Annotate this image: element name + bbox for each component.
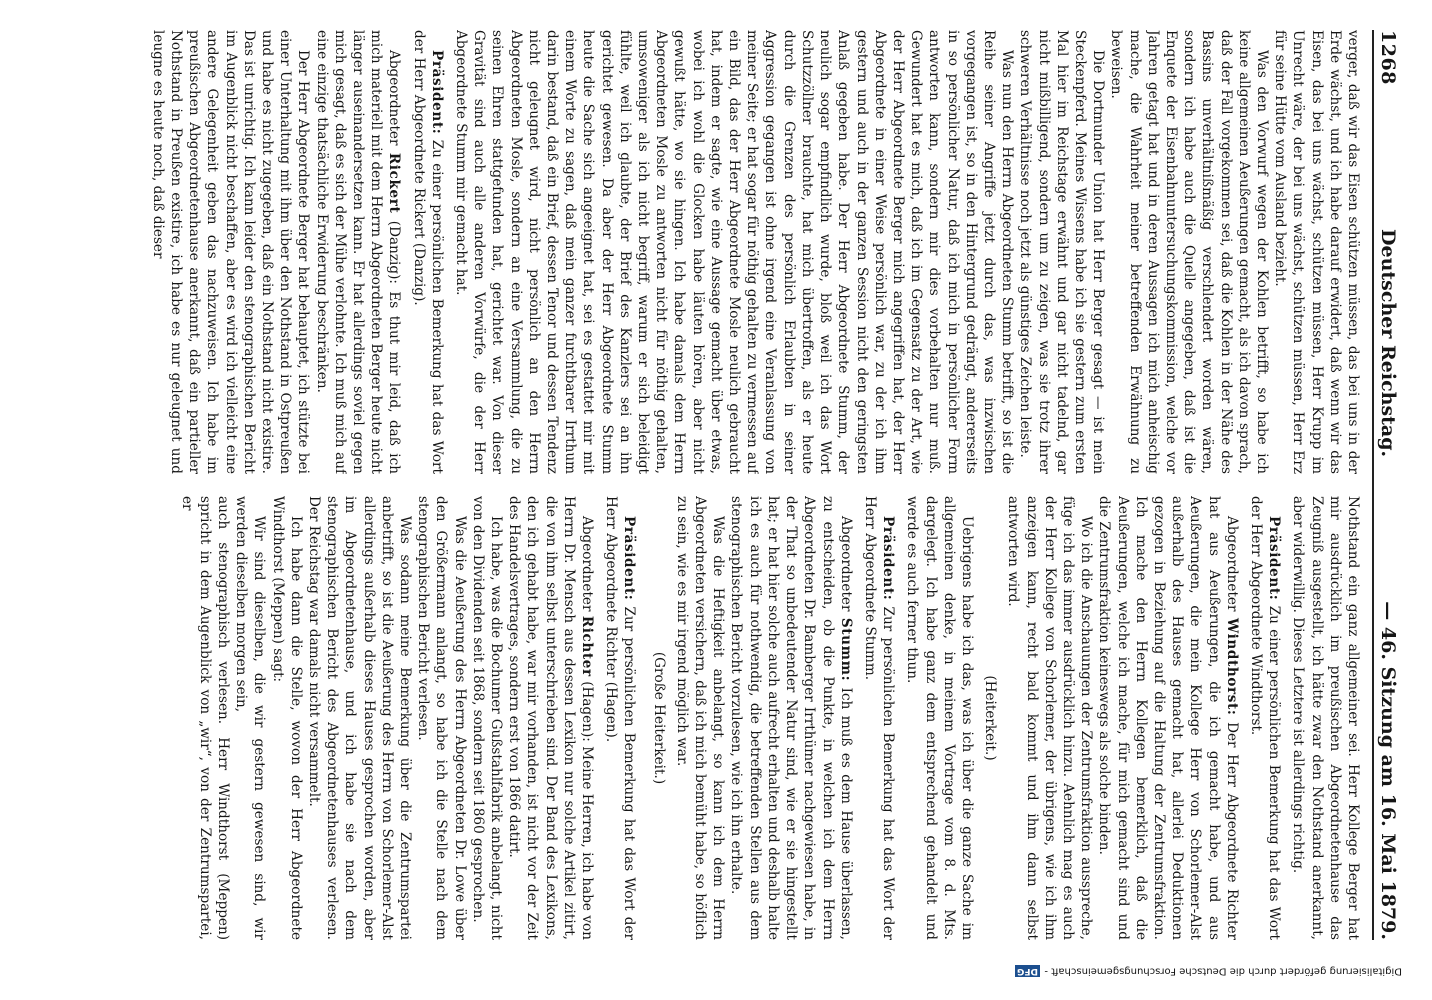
paragraph (505, 496, 596, 940)
paragraph: Was die Aeußerung des Herrn Abgeordneten Dr. Lowe über den Größermann anlangt, so habe ich die Stelle nach dem stenographischen Bericht verlesen. (415, 496, 468, 940)
speaker-name: Präsident: (621, 516, 638, 601)
speech-text: (Danzig): Es thut mir leid, daß ich mich materiell mit dem Herrn Abgeordneten Berger heute nicht länger auseinandersetzen kann. Er hat allerdings soviel gegen mich gesagt, daß es sich der Mühe verlohnte. Ich muß mich auf eine einzige thatsächliche Erwiderung beschränken. (313, 30, 403, 474)
paragraph: Die Dortmunder Union hat Herr Berger gesagt — ist mein Steckenpferd. Meines Wissens habe ich sie gestern zum ersten Mal hier im Reichstage erwähnt und gar nicht tadelnd, gar nicht mißbilligend, sondern um zu zeigen, was sie trotz ihrer schweren Verhältnisse noch jetzt als günstiges Zeichen leiste. (1017, 30, 1107, 474)
speaker-name: Stumm: (837, 617, 854, 682)
speaker-role: Abgeordneter (386, 50, 403, 153)
speech-text: Ich muß es dem Hause überlassen, zu entscheiden, ob die Punkte, in welchen ich dem Herrn Abgeordneten Dr. Bamberger Irrthümer nachgewiesen habe, in der That so unbedeutender Natur sind, wie er sie hingestellt hat; er hat hier solche auch aufrecht erhalten und deshalb halte ich es auch für nothwendig, die betreffenden Stellen aus dem stenographischen Bericht vorzulesen, wie ich ihn erhalte. (728, 496, 854, 940)
paragraph: auch stenographisch verlesen. Herr Windthorst (Meppen) spricht in dem Augenblick von „wir“, von der Zentrumspartei, er (178, 496, 232, 940)
speaker-name: Windthorst: (1223, 618, 1240, 716)
speaker-name: Richter (579, 615, 596, 677)
paragraph (727, 496, 854, 940)
publication-title: Deutscher Reichstag. (1377, 229, 1399, 458)
speaker-role: Abgeordneter (837, 516, 854, 618)
paragraph (1247, 496, 1283, 940)
digitization-credit (0, 964, 1402, 978)
paragraph (602, 496, 638, 940)
paragraph: Ich habe, was die Bochumer Gußstahlfabrik anbelangt, nicht von den Dividenden seit 1868, sondern seit 1860 gesprochen. (469, 496, 505, 940)
speaker-name: Präsident: (428, 50, 445, 135)
column-right (20, 496, 1362, 940)
paragraph: Was sodann meine Bemerkung über die Zentrumspartei anbetrifft, so ist die Aeußerung des Herrn von Schorlemer-Alst allerdings außerhalb dieses Hauses gesprochen worden, aber im Abgeordnetenhause, und ich habe sie nach dem stenographischen Bericht des Abgeordnetenhauses verlesen. Der Reichstag war damals nicht versammelt. (306, 496, 414, 940)
speech-text: Zu einer persönlichen Bemerkung hat das Wort der Herr Abgeordnete Windthorst. (1247, 496, 1283, 940)
paragraph: Ich habe dann die Stelle, wovon der Herr Abgeordnete Windthorst (Meppen) sagt: (269, 496, 304, 940)
column-left (20, 30, 1362, 474)
page-header (1372, 30, 1402, 940)
paragraph (1095, 496, 1241, 940)
paragraph (861, 496, 897, 940)
credit-text: Digitalisierung gefördert durch die Deutsche Forschungsgemeinschaft - (1044, 965, 1402, 977)
stage-direction: (Heiterkeit.) (982, 675, 999, 761)
speaker-name: Rickert (386, 152, 403, 214)
stage-direction: (Große Heiterkeit.) (650, 651, 667, 785)
paragraph (312, 30, 403, 474)
paragraph: Was die Heftigkeit anbelangt, so kann ich dem Herrn Abgeordneten versichern, daß ich mich bemüht habe, so höflich zu sein, wie es mir irgend möglich war. (673, 496, 727, 940)
paragraph: Was nun den Herrn Abgeordneten Stumm betrifft, so ist die Reihe seiner Angriffe jetzt durch das, was inzwischen vorgegangen ist, so in den Hintergrund gedrängt, andererseits in so persönlicher Natur, daß ich mich in persönlicher Form antworten kann, sondern mir dies vorbehalten nur muß. Gewundert hat es mich, daß ich im Gegensatz zu der Art, wie der Herr Abgeordnete Berger mich angegriffen hat, der Herr Abgeordnete in einer Weise persönlich war, zu der ich ihm gestern und auch in der ganzen Session nicht den geringsten Anlaß gegeben habe. Der Herr Abgeordnete Stumm, der neulich sogar empfindlich wurde, bloß weil ich das Wort Schutzzöllner brauchte, hat mich übertroffen, als er heute durch die Grenzen des persönlich Erlaubten in seiner Aggression gegangen ist ohne irgend eine Veranlassung von meiner Seite; er hat sogar für nöthig gehalten zu vermessen auf ein Bild, das der Herr Abgeordnete Mosle neulich gebraucht hat, indem er sagte, wie eine Aussage gemacht über etwas, wobei ich wohl die Glocken habe läuten hören, aber nicht gewußt hätte, wo sie hingen. Ich habe damals dem Herrn Abgeordneten Mosle zu antworten nicht für nöthig gehalten, umsoweniger als ich nicht begriff, warum er sich beleidigt fühlte, weil ich glaubte, der Brief des Kanzlers sei an ihn gerichtet gewesen. Da aber der Herr Abgeordnete Stumm heute die Sache sich angeeignet hat, sei es gestattet mir mit einem Worte zu sagen, daß mein ganzer furchtbarer Irrthum darin bestand, daß ein Brief, dessen Tenor und dessen Tendenz nicht geleugnet wird, nicht persönlich an den Herrn Abgeordneten Mosle, sondern an eine Versammlung, die zu seinen Ehren stattgefunden hat, gerichtet war. Von dieser Gravität sind auch alle anderen Vorwürfe, die der Herr Abgeordnete Stumm mir gemacht hat. (453, 30, 1016, 474)
paragraph: Was den Vorwurf wegen der Kohlen betrifft, so habe ich keine allgemeinen Aeußerungen gemacht, als ich davon sprach, daß der Fall vorgekommen sei, daß die Kohlen in der Nähe des Bassins unverhältnißmäßig verschlendert worden wären, sondern ich habe auch die Quelle angegeben, daß ist die Enquete der Eisenbahnuntersuchungskommission, welche vor Jahren getagt hat und in deren Aussagen ich mich anheischig mache, die Wahrheit meiner betreffenden Erwähnung zu beweisen. (1108, 30, 1270, 474)
session-date: — 46. Sitzung am 16. Mai 1879. (1377, 601, 1399, 940)
paragraph: Nothstand ein ganz allgemeiner sei. Herr Kollege Berger hat mir ausdrücklich im preußischen Abgeordnetenhause das Zeugniß ausgestellt, ich hätte zwar den Nothstand anerkannt, aber widerwillig. Dieses Letztere ist allerdings richtig. (1290, 496, 1361, 940)
speech-text: Zu einer persönlichen Bemerkung hat das Wort der Herr Abgeordnete Rickert (Danzig). (410, 30, 445, 474)
speech-text: Zur persönlichen Bemerkung hat das Wort der Herr Abgeordnete Stumm. (861, 496, 897, 940)
speaker-role: Abgeordneter (579, 516, 596, 616)
speech-text: (Hagen): Meine Herren, ich habe von Herrn Dr. Mensch aus dessen Lexikon nur solche Artikel zitirt, die von ihm selbst unterschrieben sind. Der Band des Lexikons, den ich gehabt habe, war mir vorhanden, ist nicht vor der Zeit des Handelsvertrages, sondern erst von 1866 datirt. (506, 496, 596, 940)
speech-text: Zur persönlichen Bemerkung hat das Wort der Herr Abgeordnete Richter (Hagen). (603, 496, 638, 940)
paragraph: Der Herr Abgeordnete Berger hat behauptet, ich stützte bei einer Unterhaltung mit ihm über den Nothstand in Ostpreußen und habe es nicht zugegeben, daß ein Nothstand nicht existire. Das ist unrichtig. Ich kann leider den stenographischen Bericht im Augenblick nicht beschaffen, aber es wird ich vielleicht eine andere Gelegenheit geben das nachzuweisen. Ich habe im preußischen Abgeordnetenhause anerkannt, daß ein partieller Nothstand in Preußen existire, ich habe es nur geleugnet und leugne es heute noch, daß dieser (149, 30, 312, 474)
speech-text: Der Herr Abgeordnete Richter hat aus Aeußerungen, die ich gemacht habe, und aus Aeußerungen, die mein Kollege Herr von Schorlemer-Alst außerhalb des Hauses gemacht hat, allerlei Deduktionen gezogen in Beziehung auf die Haltung der Zentrumsfraktion. Ich mache den Herrn Kollegen bemerklich, daß die Aeußerungen, welche ich mache, für mich gemacht sind und die Zentrumsfraktion keineswegs als solche binden. (1096, 496, 1240, 940)
paragraph: verger, daß wir das Eisen schützen müssen, das bei uns in der Erde wächst, und ich habe darauf erwidert, daß wenn wir das Eisen, das bei uns wächst, schützen müssen, Herr Krupp im Unrecht wäre, der bei uns wächst, schützen müssen, Herr Erz für seine Hütte vom Ausland bezieht. (1272, 30, 1361, 474)
page-number: 1268 (1377, 30, 1399, 85)
text-columns (20, 30, 1362, 940)
paragraph (409, 30, 445, 474)
speaker-name: Präsident: (1266, 516, 1283, 601)
paragraph: Uebrigens habe ich das, was ich über die ganze Sache im allgemeinen denke, in meinem Vortrage vom 8. d. Mts. dargelegt. Ich habe ganz dem entsprechend gehandelt und werde es auch ferner thun. (904, 496, 975, 940)
quotation: Wir sind dieselben, die wir gestern gewesen sind, wir werden dieselben morgen sein, (233, 496, 268, 940)
dfg-logo: DFG (1017, 966, 1039, 976)
paragraph: Wo ich die Anschauungen der Zentrumsfraktion ausspreche, füge ich das immer ausdrücklich hinzu. Aehnlich mag es auch der Herr Kollege von Schorlemer, der übrigens, wie ich ihm anzeigen kann, recht bald kommt und ihm dann selbst antworten wird. (1005, 496, 1095, 940)
speaker-name: Präsident: (880, 516, 897, 601)
speaker-role: Abgeordneter (1223, 516, 1240, 619)
